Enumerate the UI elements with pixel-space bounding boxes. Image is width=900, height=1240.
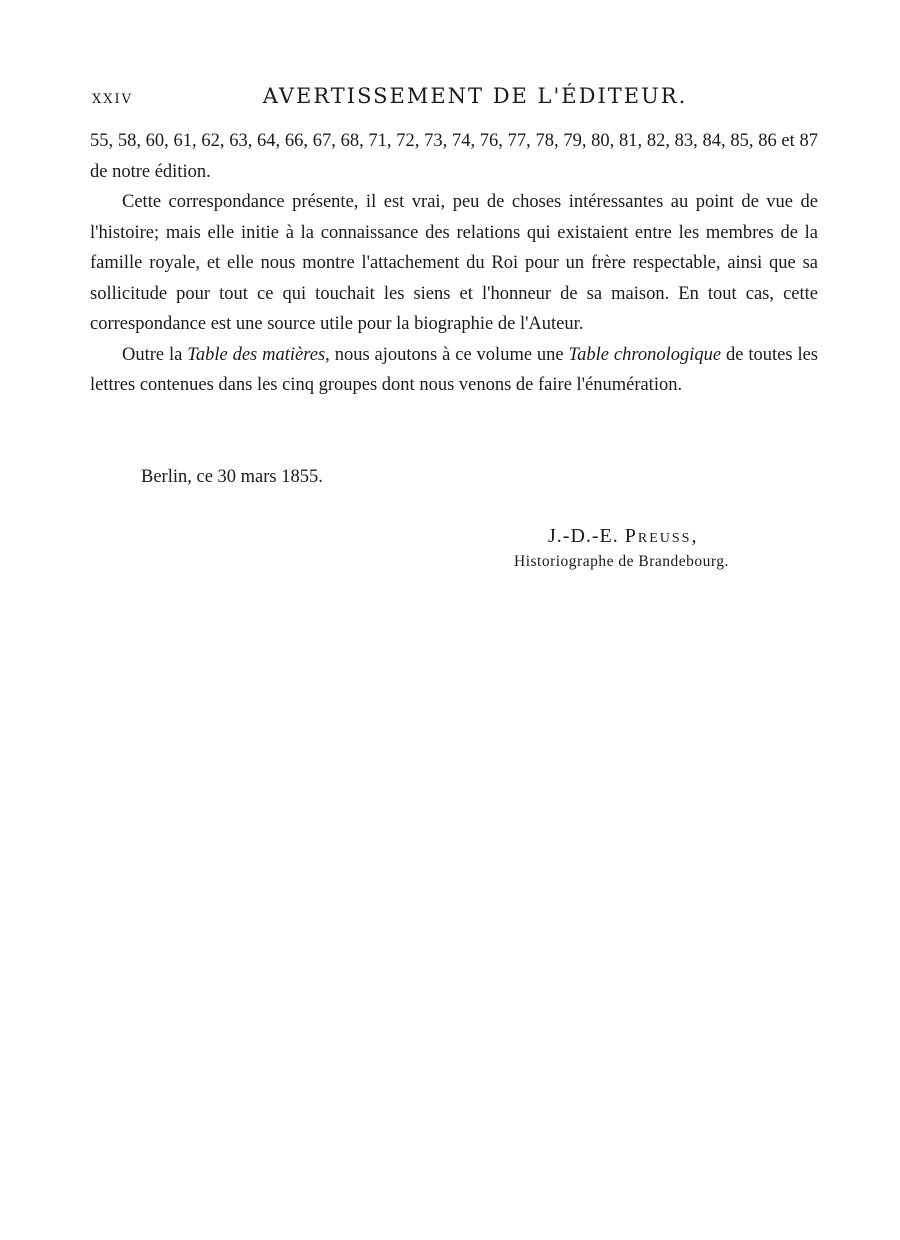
table-des-matieres-title: Table des matières, xyxy=(187,344,330,365)
signature-initials: J.-D.-E. xyxy=(548,525,625,547)
page-number: XXIV xyxy=(92,92,134,107)
paragraph-continuation: 55, 58, 60, 61, 62, 63, 64, 66, 67, 68, 71, 72, 73, 74, 76, 77, 78, 79, 80, 81, 82, 83, 84, 85, 86 et 87 de notre édition. xyxy=(90,131,818,182)
paragraph-correspondence: Cette correspondance présente, il est vrai, peu de choses intéressantes au point de vue de l'histoire; mais elle initie à la connaissance des relations qui existaient entre les membres de la famille royale, et elle nous montre l'attachement du Roi pour un frère respectable, ainsi que sa sollicitude pour tout ce qui touchait les siens et l'honneur de sa maison. En tout cas, cette correspondance est une source utile pour la biographie de l'Auteur. xyxy=(90,192,818,334)
table-chronologique-title: Table chronologique xyxy=(568,344,722,365)
paragraph-tables xyxy=(90,340,818,401)
signature-trailing: , xyxy=(691,525,698,547)
page-header xyxy=(90,84,820,114)
paragraph-tables-part-3: de toutes les lettres contenues dans les cinq groupes dont nous venons de faire l'énumération. xyxy=(90,344,818,395)
paragraph-tables-part-1: Outre la xyxy=(122,344,188,365)
paragraph-tables-part-2: nous ajoutons à ce volume une xyxy=(329,344,569,365)
signature-title: Historiographe de Brandebourg. xyxy=(514,553,729,570)
running-head: AVERTISSEMENT DE L'ÉDITEUR. xyxy=(262,84,688,108)
signature-surname: Preuss xyxy=(624,525,692,547)
body-text xyxy=(90,126,818,401)
signature-name xyxy=(548,525,697,548)
date-line: Berlin, ce 30 mars 1855. xyxy=(141,467,323,487)
